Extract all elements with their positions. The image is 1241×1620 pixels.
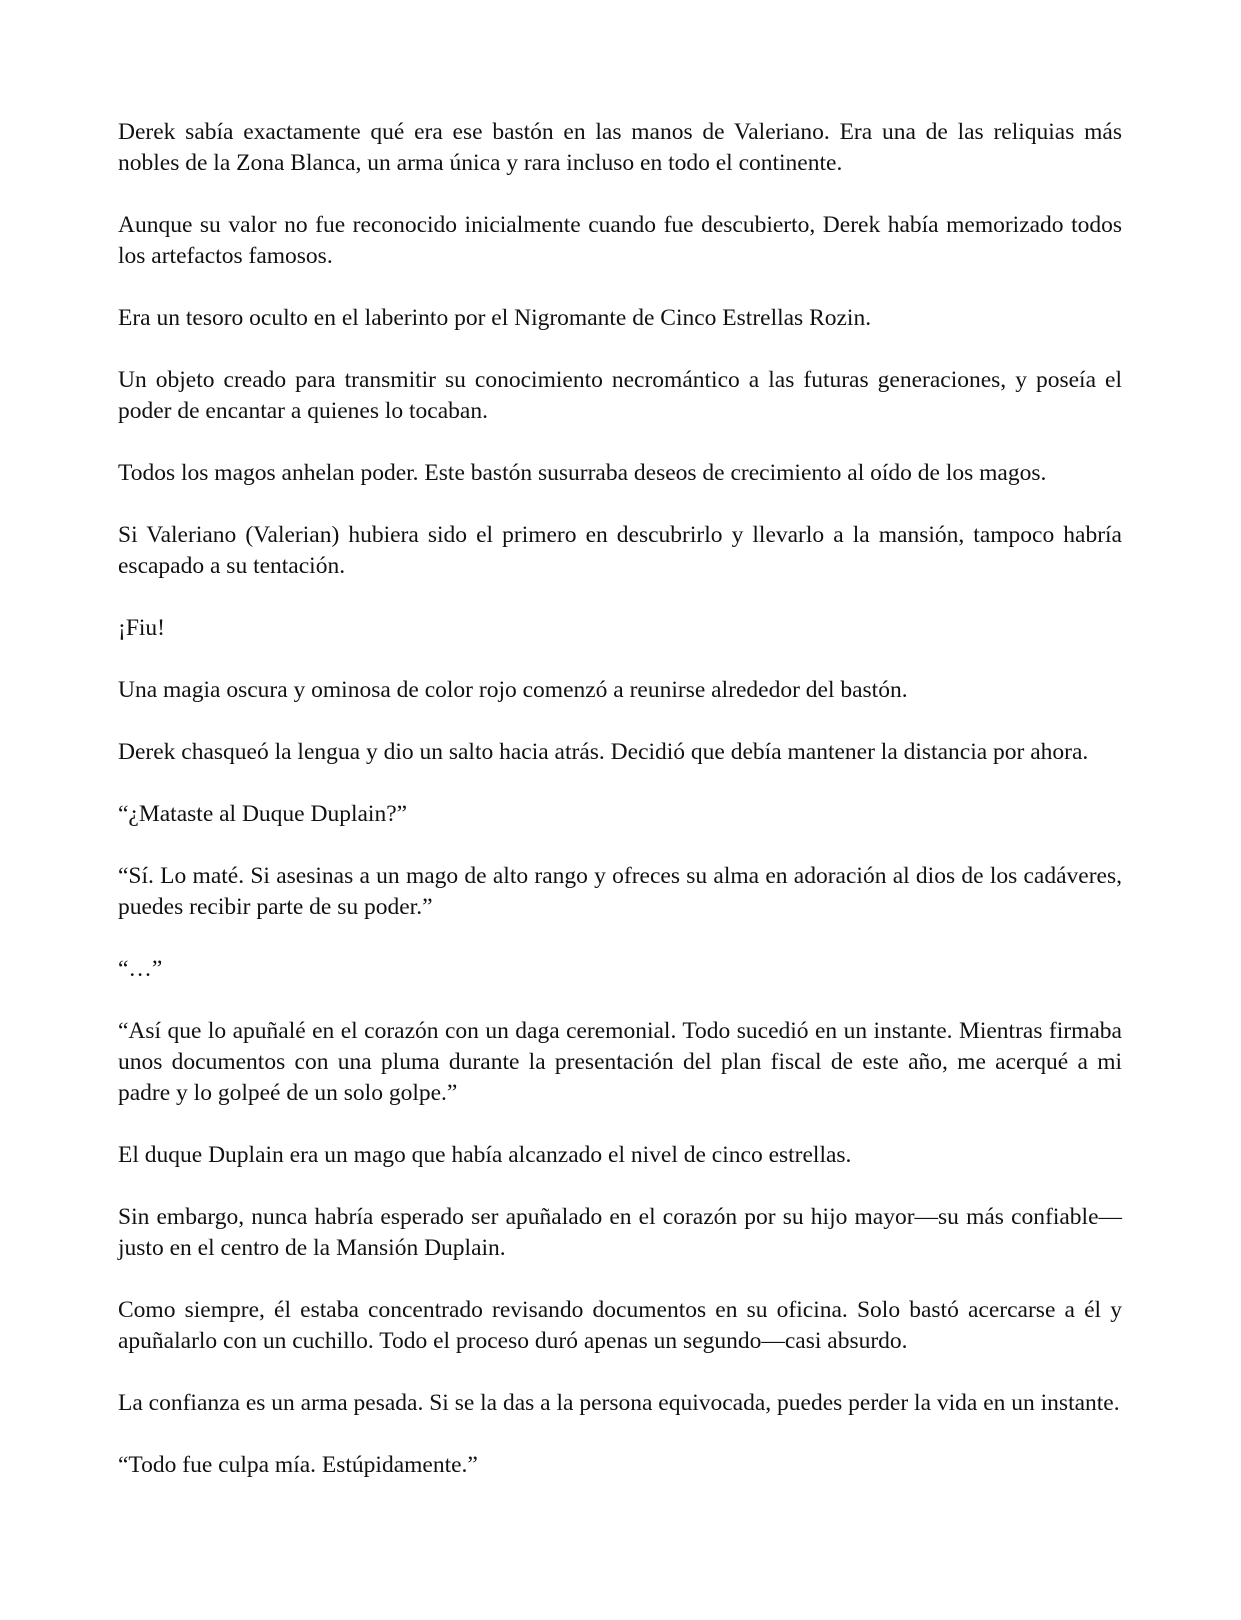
paragraph: Una magia oscura y ominosa de color rojo comenzó a reunirse alrededor del bastón. xyxy=(118,677,908,703)
paragraph: Derek chasqueó la lengua y dio un salto hacia atrás. Decidió que debía mantener la distancia por ahora. xyxy=(118,739,1089,765)
paragraph: El duque Duplain era un mago que había alcanzado el nivel de cinco estrellas. xyxy=(118,1142,852,1168)
paragraph: La confianza es un arma pesada. Si se la das a la persona equivocada, puedes perder la vida en un instante. xyxy=(118,1390,1120,1416)
paragraph: Un objeto creado para transmitir su conocimiento necromántico a las futuras generaciones, y poseía el poder de encantar a quienes lo tocaban. xyxy=(118,367,1122,424)
paragraph: “¿Mataste al Duque Duplain?” xyxy=(118,801,408,827)
paragraph: Era un tesoro oculto en el laberinto por el Nigromante de Cinco Estrellas Rozin. xyxy=(118,305,872,331)
paragraph: Sin embargo, nunca habría esperado ser apuñalado en el corazón por su hijo mayor—su más confiable—justo en el centro de la Mansión Duplain. xyxy=(118,1204,1122,1261)
paragraph: “Todo fue culpa mía. Estúpidamente.” xyxy=(118,1452,478,1478)
paragraph: Como siempre, él estaba concentrado revisando documentos en su oficina. Solo bastó acercarse a él y apuñalarlo con un cuchillo. Todo el proceso duró apenas un segundo—casi absurdo. xyxy=(118,1297,1122,1354)
paragraph: Aunque su valor no fue reconocido inicialmente cuando fue descubierto, Derek había memorizado todos los artefactos famosos. xyxy=(118,212,1122,269)
paragraph: “Así que lo apuñalé en el corazón con un daga ceremonial. Todo sucedió en un instante. Mientras firmaba unos documentos con una pluma durante la presentación del plan fiscal de este año, me acerqué a mi padre y lo golpeé de un solo golpe.” xyxy=(118,1018,1122,1106)
paragraph: Todos los magos anhelan poder. Este bastón susurraba deseos de crecimiento al oído de los magos. xyxy=(118,460,1047,486)
paragraph: “…” xyxy=(118,956,163,982)
paragraph: ¡Fiu! xyxy=(118,615,165,641)
page-body xyxy=(118,117,1122,1481)
paragraph: “Sí. Lo maté. Si asesinas a un mago de alto rango y ofreces su alma en adoración al dios de los cadáveres, puedes recibir parte de su poder.” xyxy=(118,863,1122,920)
paragraph: Derek sabía exactamente qué era ese bastón en las manos de Valeriano. Era una de las reliquias más nobles de la Zona Blanca, un arma única y rara incluso en todo el continente. xyxy=(118,119,1122,176)
paragraph: Si Valeriano (Valerian) hubiera sido el primero en descubrirlo y llevarlo a la mansión, tampoco habría escapado a su tentación. xyxy=(118,522,1122,579)
